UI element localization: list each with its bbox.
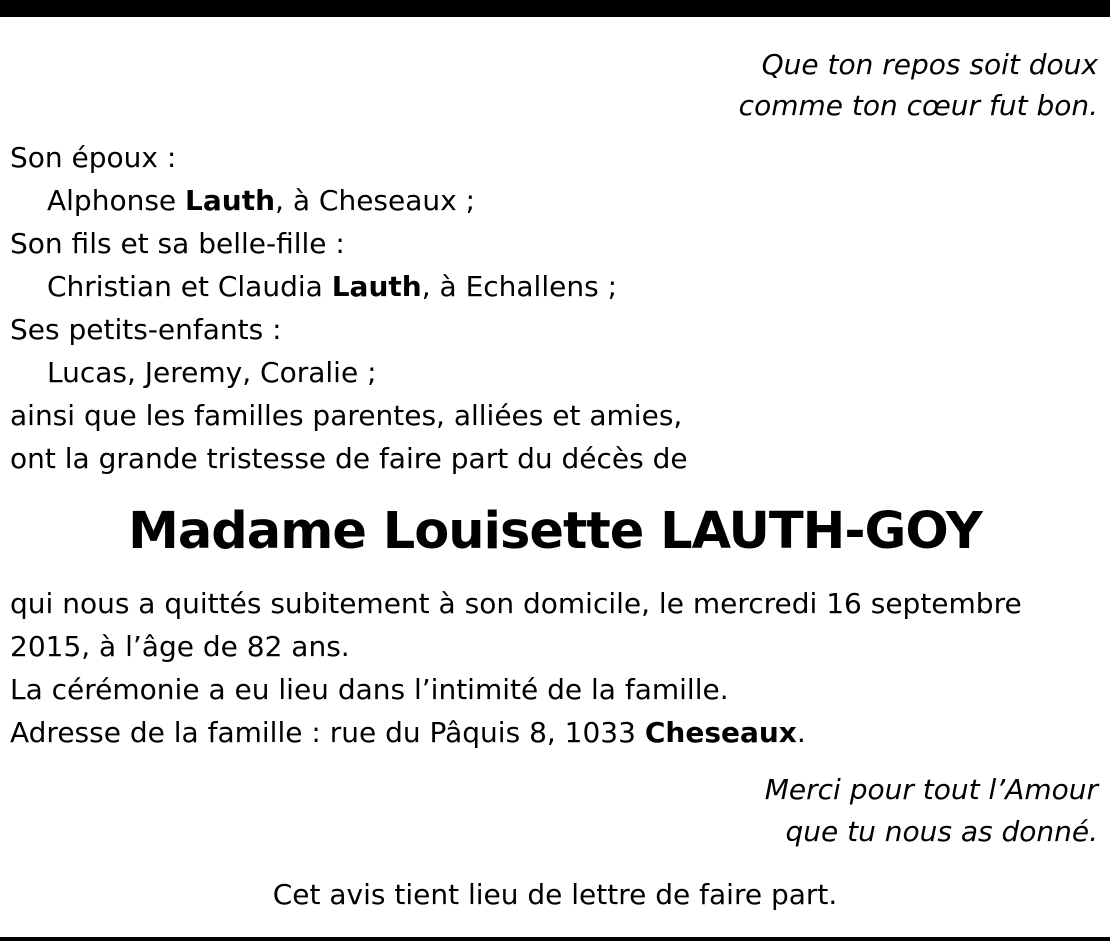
spouse-entry: [47, 184, 476, 217]
details-line-1: qui nous a quittés subitement à son domicile, le mercredi 16 septembre: [10, 587, 1022, 620]
spouse-first-name: Alphonse: [47, 184, 186, 217]
ceremony-line: La cérémonie a eu lieu dans l’intimité de la famille.: [10, 673, 729, 706]
bottom-border-rule: [0, 937, 1110, 941]
top-border-rule: [0, 0, 1110, 17]
son-place: , à Echallens ;: [421, 270, 618, 303]
son-first-names: Christian et Claudia: [47, 270, 332, 303]
spouse-label: Son époux :: [10, 141, 177, 174]
quote-bottom-line-2: que tu nous as donné.: [785, 815, 1098, 848]
address-suffix: .: [796, 716, 806, 749]
son-label: Son fils et sa belle-fille :: [10, 227, 345, 260]
quote-top-line-1: Que ton repos soit doux: [761, 48, 1098, 81]
details-line-2: 2015, à l’âge de 82 ans.: [10, 630, 350, 663]
son-surname: Lauth: [331, 270, 422, 303]
grandchildren-names: Lucas, Jeremy, Coralie ;: [47, 356, 377, 389]
quote-bottom-line-1: Merci pour tout l’Amour: [764, 773, 1098, 806]
spouse-surname: Lauth: [185, 184, 276, 217]
son-entry: [47, 270, 618, 303]
announcement-line: ont la grande tristesse de faire part du décès de: [10, 442, 688, 475]
address-town: Cheseaux: [644, 716, 797, 749]
footer-note: Cet avis tient lieu de lettre de faire part.: [272, 878, 838, 911]
grandchildren-label: Ses petits-enfants :: [10, 313, 282, 346]
deceased-name-heading: Madame Louisette LAUTH-GOY: [128, 502, 982, 561]
address-prefix: Adresse de la famille : rue du Pâquis 8, 1033: [10, 716, 645, 749]
quote-top-line-2: comme ton cœur fut bon.: [738, 89, 1098, 122]
spouse-place: , à Cheseaux ;: [275, 184, 476, 217]
relatives-line: ainsi que les familles parentes, alliées et amies,: [10, 399, 683, 432]
address-line: [10, 716, 806, 749]
